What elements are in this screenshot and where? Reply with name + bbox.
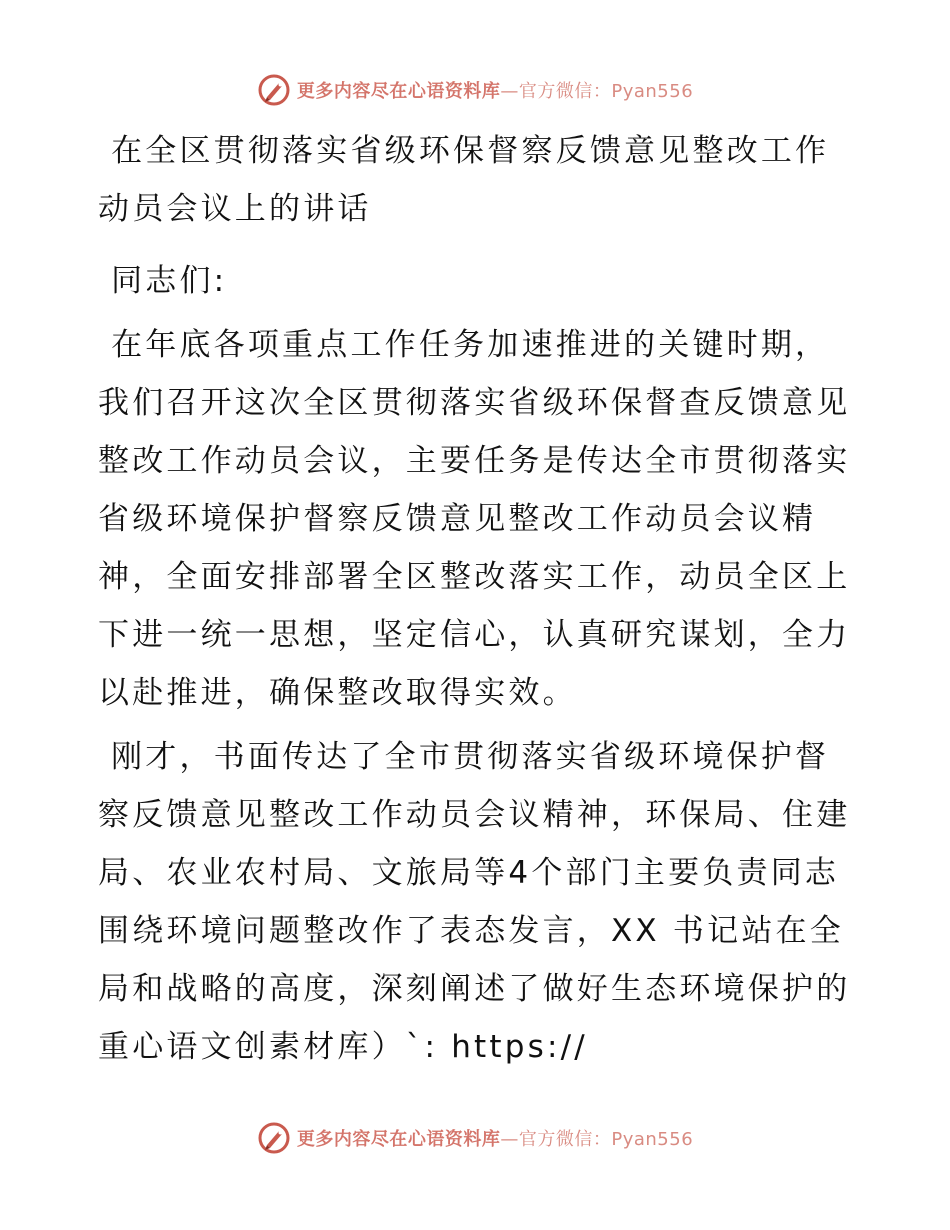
paragraph-1: 在年底各项重点工作任务加速推进的关键时期，我们召开这次全区贯彻落实省级环保督查反馈意见整改工作动员会议，主要任务是传达全市贯彻落实省级环境保护督察反馈意见整改工作动员会议精神，全面安排部署全区整改落实工作，动员全区上下进一统一思想，坚定信心，认真研究谋划，全力以赴推进，确保整改取得实效。 [98,327,851,711]
footer-watermark [0,1118,950,1158]
pen-logo-icon [257,73,291,107]
watermark-text: 更多内容尽在心语资料库—官方微信：Pyan556 [296,81,694,102]
watermark-text: 更多内容尽在心语资料库—官方微信：Pyan556 [296,1129,694,1150]
document-title: 在全区贯彻落实省级环保督察反馈意见整改工作动员会议上的讲话 [98,133,830,227]
header-watermark [0,70,950,110]
salutation: 同志们: [98,263,228,299]
document-body [98,122,858,1082]
pen-logo-icon [257,1121,291,1155]
paragraph-2: 刚才，书面传达了全市贯彻落实省级环境保护督察反馈意见整改工作动员会议精神，环保局、住建局、农业农村局、文旅局等4个部门主要负责同志围绕环境问题整改作了表态发言，XX 书记站在全局和战略的高度，深刻阐述了做好生态环境保护的重心语文创素材库）`: https:// [98,739,851,1065]
